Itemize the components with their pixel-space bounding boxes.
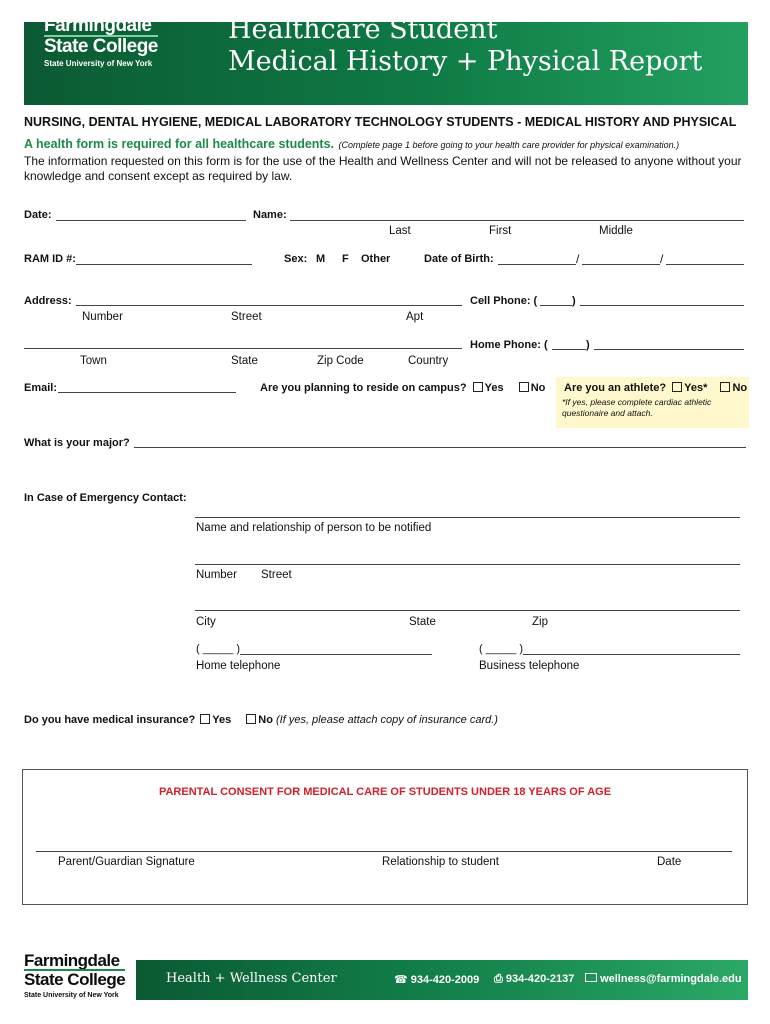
emergency-state-caption: State [409, 616, 436, 628]
home-tel-area: ( _____ ) [196, 643, 241, 655]
footer-bar [136, 960, 748, 1000]
emergency-business-phone-field[interactable] [523, 654, 740, 655]
date-label: Date: [24, 209, 52, 221]
state-caption: State [231, 355, 258, 367]
insurance-yes-checkbox[interactable] [200, 714, 210, 724]
dob-month-field[interactable] [498, 264, 576, 265]
sex-option-other[interactable]: Other [361, 253, 391, 265]
address-number-caption: Number [82, 311, 123, 323]
address-street-caption: Street [231, 311, 262, 323]
footer-center-name: Health + Wellness Center [166, 971, 337, 986]
cell-phone-field[interactable] [580, 305, 744, 306]
address-apt-caption: Apt [406, 311, 424, 323]
address-field[interactable] [76, 305, 462, 306]
sex-label: Sex: [284, 253, 308, 265]
dob-slash: / [576, 252, 580, 266]
athlete-box [556, 377, 749, 428]
emergency-heading: In Case of Emergency Contact: [24, 492, 187, 504]
fax-icon: ⎙ [494, 973, 503, 985]
country-caption: Country [408, 355, 449, 367]
email-label: Email: [24, 382, 58, 394]
required-notice: A health form is required for all healthcare students. (Complete page 1 before going to your health care provider for physical examination.) [24, 137, 680, 151]
phone-icon: ☎ [394, 974, 408, 986]
emergency-city-caption: City [196, 616, 216, 628]
campus-yes-checkbox[interactable] [473, 382, 483, 392]
signature-line[interactable] [36, 851, 732, 852]
business-telephone-caption: Business telephone [479, 660, 580, 672]
consent-date-caption: Date [657, 856, 682, 868]
first-name-caption: First [489, 225, 512, 237]
emergency-home-phone-field[interactable] [240, 654, 432, 655]
business-tel-area: ( _____ ) [479, 643, 524, 655]
address-label: Address: [24, 295, 72, 307]
emergency-address-field[interactable] [195, 564, 740, 565]
emergency-name-caption: Name and relationship of person to be notified [196, 522, 432, 534]
campus-no-checkbox[interactable] [519, 382, 529, 392]
consent-title: PARENTAL CONSENT FOR MEDICAL CARE OF STUDENTS UNDER 18 YEARS OF AGE [158, 786, 612, 798]
campus-question: Are you planning to reside on campus? Yes No [260, 382, 546, 394]
home-phone-field[interactable] [594, 349, 744, 350]
middle-name-caption: Middle [599, 225, 633, 237]
footer-phone[interactable]: ☎ 934-420-2009 [394, 974, 480, 986]
home-area-code-field[interactable] [552, 349, 586, 350]
email-icon [585, 973, 597, 982]
athlete-question: Are you an athlete? Yes* No [564, 382, 748, 394]
relationship-caption: Relationship to student [382, 856, 499, 868]
cell-area-code-field[interactable] [540, 305, 572, 306]
athlete-note: *If yes, please complete cardiac athletic questionaire and attach. [562, 397, 712, 418]
emergency-zip-caption: Zip [532, 616, 548, 628]
major-field[interactable] [134, 447, 746, 448]
zip-caption: Zip Code [317, 355, 364, 367]
name-field[interactable] [290, 220, 744, 221]
cell-phone-label: Cell Phone: ( [470, 295, 538, 307]
footer-logo: Farmingdale State College State University of New York [24, 951, 126, 999]
insurance-question: Do you have medical insurance? Yes No (If yes, please attach copy of insurance card.) [24, 714, 498, 726]
dob-year-field[interactable] [666, 264, 744, 265]
paren-close: ) [572, 295, 576, 307]
college-logo: Farmingdale State College State University of New York [44, 15, 158, 68]
paren-close: ) [586, 339, 590, 351]
dob-day-field[interactable] [582, 264, 660, 265]
athlete-yes-checkbox[interactable] [672, 382, 682, 392]
ram-id-field[interactable] [76, 264, 252, 265]
form-title: Healthcare Student Medical History + Physical Report [228, 14, 703, 77]
emergency-number-caption: Number [196, 569, 237, 581]
emergency-city-field[interactable] [195, 610, 740, 611]
footer-email[interactable]: wellness@farmingdale.edu [585, 973, 742, 985]
emergency-name-field[interactable] [195, 517, 740, 518]
footer-fax[interactable]: ⎙ 934-420-2137 [494, 973, 575, 985]
signature-caption: Parent/Guardian Signature [58, 856, 195, 868]
privacy-paragraph: The information requested on this form is for the use of the Health and Wellness Center and will not be released to anyone without your knowledge and consent except as required by law. [24, 154, 742, 183]
dob-label: Date of Birth: [424, 253, 494, 265]
sex-option-f[interactable]: F [342, 253, 349, 265]
program-heading: NURSING, DENTAL HYGIENE, MEDICAL LABORATORY TECHNOLOGY STUDENTS - MEDICAL HISTORY AND PHYSICAL [24, 115, 737, 129]
address-line2-field[interactable] [24, 348, 462, 349]
home-telephone-caption: Home telephone [196, 660, 281, 672]
major-label: What is your major? [24, 437, 130, 449]
emergency-street-caption: Street [261, 569, 292, 581]
name-label: Name: [253, 209, 287, 221]
insurance-no-checkbox[interactable] [246, 714, 256, 724]
home-phone-label: Home Phone: ( [470, 339, 548, 351]
town-caption: Town [80, 355, 107, 367]
dob-slash: / [660, 252, 664, 266]
date-field[interactable] [56, 220, 246, 221]
email-field[interactable] [58, 392, 236, 393]
ram-id-label: RAM ID #: [24, 253, 76, 265]
sex-option-m[interactable]: M [316, 253, 326, 265]
athlete-no-checkbox[interactable] [720, 382, 730, 392]
last-name-caption: Last [389, 225, 411, 237]
